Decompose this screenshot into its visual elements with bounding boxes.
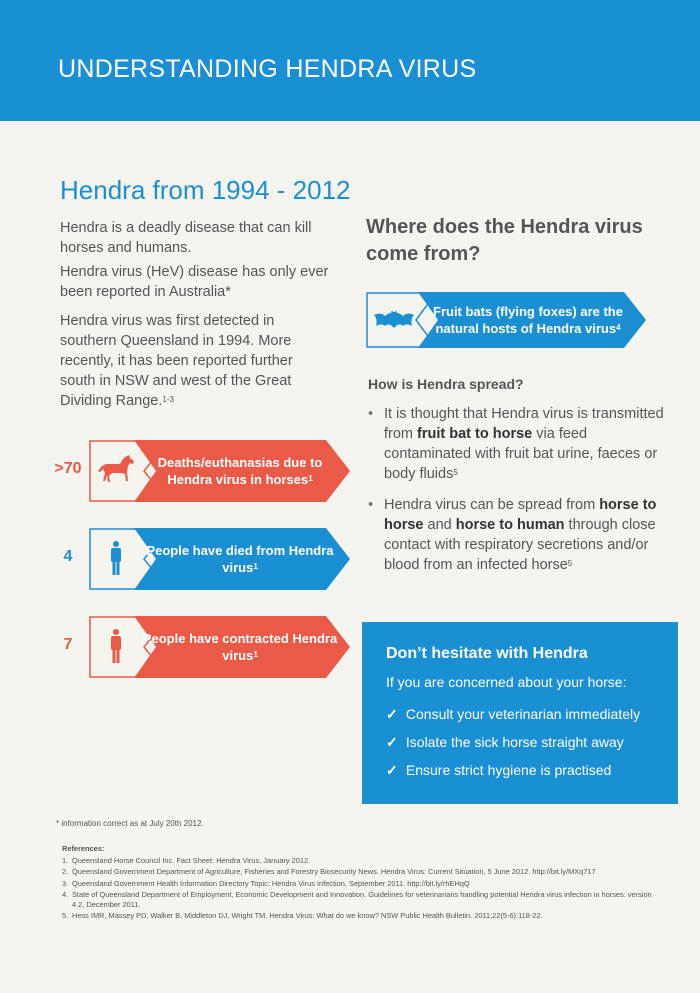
spread-list [368,404,668,586]
list-item: • Hendra virus can be spread from horse to horse and horse to human through close contact with respiratory secretions and/or blood from an infected horse$^5$ [368,495,668,575]
list-item: 2. Queensland Government Department of Agriculture, Fisheries and Forestry Biosecurity News. Hendra Virus: Current Situation, 5 June 2012. http://bit.ly/MXq717 [62,867,596,876]
stat-value: 4 [63,548,73,565]
bat-text: Fruit bats (flying foxes) are the natural hosts of Hendra virus$^4$ [433,304,623,336]
intro-paragraph-3: Hendra virus was first detected in southern Queensland in 1994. More recently, it has been reported further south in NSW and west of the Great Dividing Range.$^{1-3}$ [60,313,293,409]
references-list [62,856,662,921]
stat-label: People have contracted Hendra virus$^1$ [142,631,338,663]
list-item: ✓ Ensure strict hygiene is practised [386,756,640,784]
stat-value: >70 [54,460,82,477]
list-item: 5. Hess IMR, Massey PD, Walker B, Middleton DJ, Wright TM. Hendra Virus: What do we know? NSW Public Health Bulletin. 2011;22(5-6):118-22. [62,911,543,920]
section-title: Hendra from 1994 - 2012 [60,175,351,205]
references [62,844,662,923]
origin-heading: Where does the Hendra virus come from? [366,216,643,265]
horse-icon [98,455,134,482]
list-item: 3. Queensland Government Health Information Directory Topic: Hendra Virus Infection, September 2011. http://bit.ly/rhEHqQ [62,878,470,888]
bat-icon [374,310,414,328]
list-item: • It is thought that Hendra virus is transmitted from fruit bat to horse via feed contaminated with fruit bat urine, faeces or body fluids$^5$ [368,404,668,484]
stat-value: 7 [63,636,73,653]
spread-heading: How is Hendra spread? [368,376,524,392]
page-title: UNDERSTANDING HENDRA VIRUS [58,55,477,83]
intro-paragraph-1: Hendra is a deadly disease that can kill horses and humans. [60,220,312,256]
page-header [0,0,700,121]
stat-label: Deaths/euthanasias due to Hendra virus in horses$^1$ [157,455,323,487]
stat-horse-deaths [50,440,350,502]
check-icon: ✓ [386,734,398,750]
check-icon: ✓ [386,762,398,778]
cta-box [362,622,678,804]
cta-subheading: If you are concerned about your horse: [386,674,627,690]
cta-list [386,700,640,784]
list-item: ✓ Consult your veterinarian immediately [386,700,640,728]
intro-paragraph-2: Hendra virus (HeV) disease has only ever been reported in Australia* [60,264,329,300]
stat-people-died [50,528,350,590]
references-heading: References: [62,844,105,853]
person-icon [111,629,121,663]
person-icon [111,541,121,575]
list-item: 4. State of Queensland Department of Employment, Economic Development and Innovation. Guidelines for veterinarians handling potential Hendra virus infection in horses: version 4.2, December 2011. [62,890,652,909]
cta-heading: Don’t hesitate with Hendra [386,645,588,662]
stat-label: People have died from Hendra virus$^1$ [146,543,334,575]
check-icon: ✓ [386,706,398,722]
stat-people-contracted [50,616,350,678]
list-item: 1. Queensland Horse Council Inc. Fact Sheet: Hendra Virus, January 2012. [62,855,311,865]
footnote: * information correct as at July 20th 2012. [56,819,204,828]
list-item: ✓ Isolate the sick horse straight away [386,728,640,756]
